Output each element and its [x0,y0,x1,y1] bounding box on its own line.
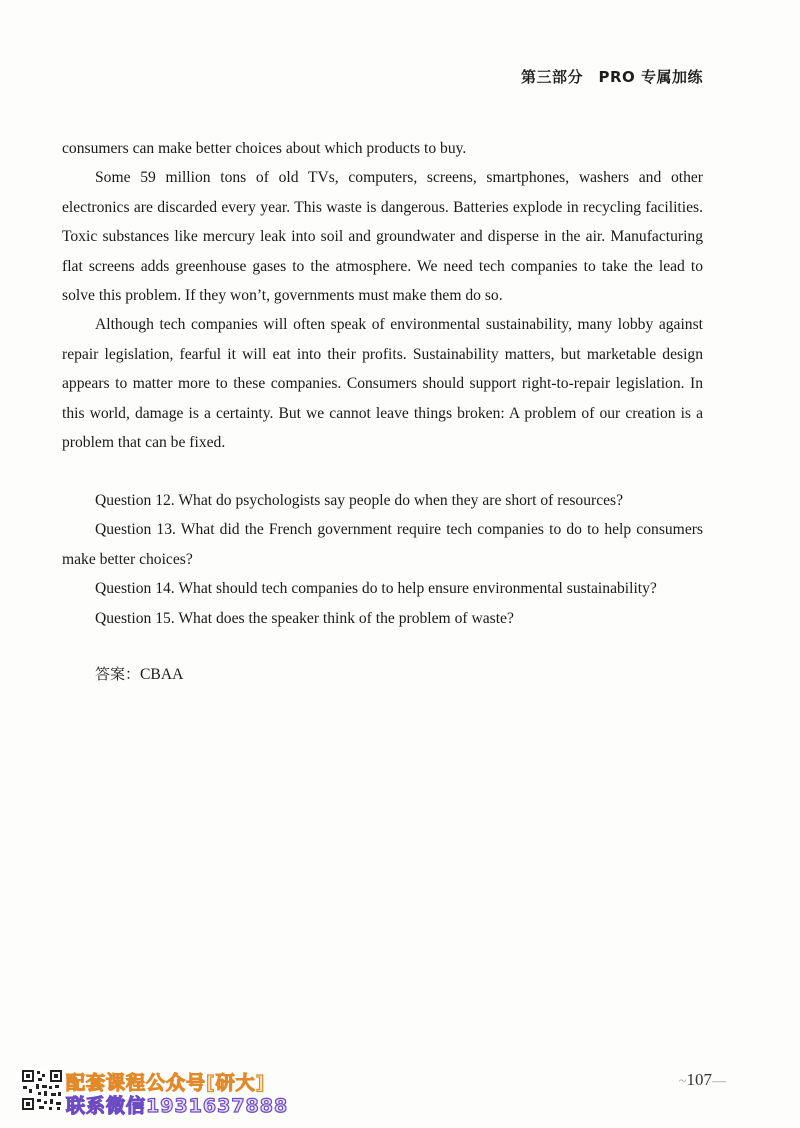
answer-line [95,660,183,689]
watermark-line: 联系微信1931637888 [66,1095,289,1117]
passage-body [62,134,703,457]
page-number-dash-right: — [712,1074,726,1089]
passage-paragraph: consumers can make better choices about which products to buy. [62,140,467,157]
page-number-dash-left: ~ [678,1074,687,1089]
passage-paragraph: Some 59 million tons of old TVs, computers, screens, smartphones, washers and other electronics are discarded every year. This waste is dangerous. Batteries explode in recycling facilities. Toxic substances like mercury leak into soil and groundwater and disperse in the air. Manufacturing flat screens adds greenhouse gases to the atmosphere. We need tech companies to take the lead to solve this problem. If they won’t, governments must make them do so. [62,169,703,305]
question-item: Question 13. What did the French government require tech companies to do to help consumers make better choices? [62,521,703,568]
question-item: Question 14. What should tech companies do to help ensure environmental sustainability? [95,580,657,598]
question-list [62,486,703,633]
answer-label: 答案： [95,665,141,683]
qr-code-icon [20,1068,64,1112]
passage-paragraph: Although tech companies will often speak of environmental sustainability, many lobby against repair legislation, fearful it will eat into their profits. Sustainability matters, but marketable design appears to matter more to these companies. Consumers should support right-to-repair legislation. In this world, damage is a certainty. But we cannot leave things broken: A problem of our creation is a problem that can be fixed. [62,316,703,452]
question-item: Question 12. What do psychologists say people do when they are short of resources? [95,492,624,509]
page-number-block [679,1070,726,1090]
page-number: 107 [686,1070,712,1089]
answer-value: CBAA [140,666,184,683]
running-head: 第三部分 PRO 专属加练 [520,68,703,86]
watermark [20,1068,320,1118]
watermark-line: 配套课程公众号[研大] [66,1072,266,1094]
question-item: Question 15. What does the speaker think of the problem of waste? [95,609,514,627]
